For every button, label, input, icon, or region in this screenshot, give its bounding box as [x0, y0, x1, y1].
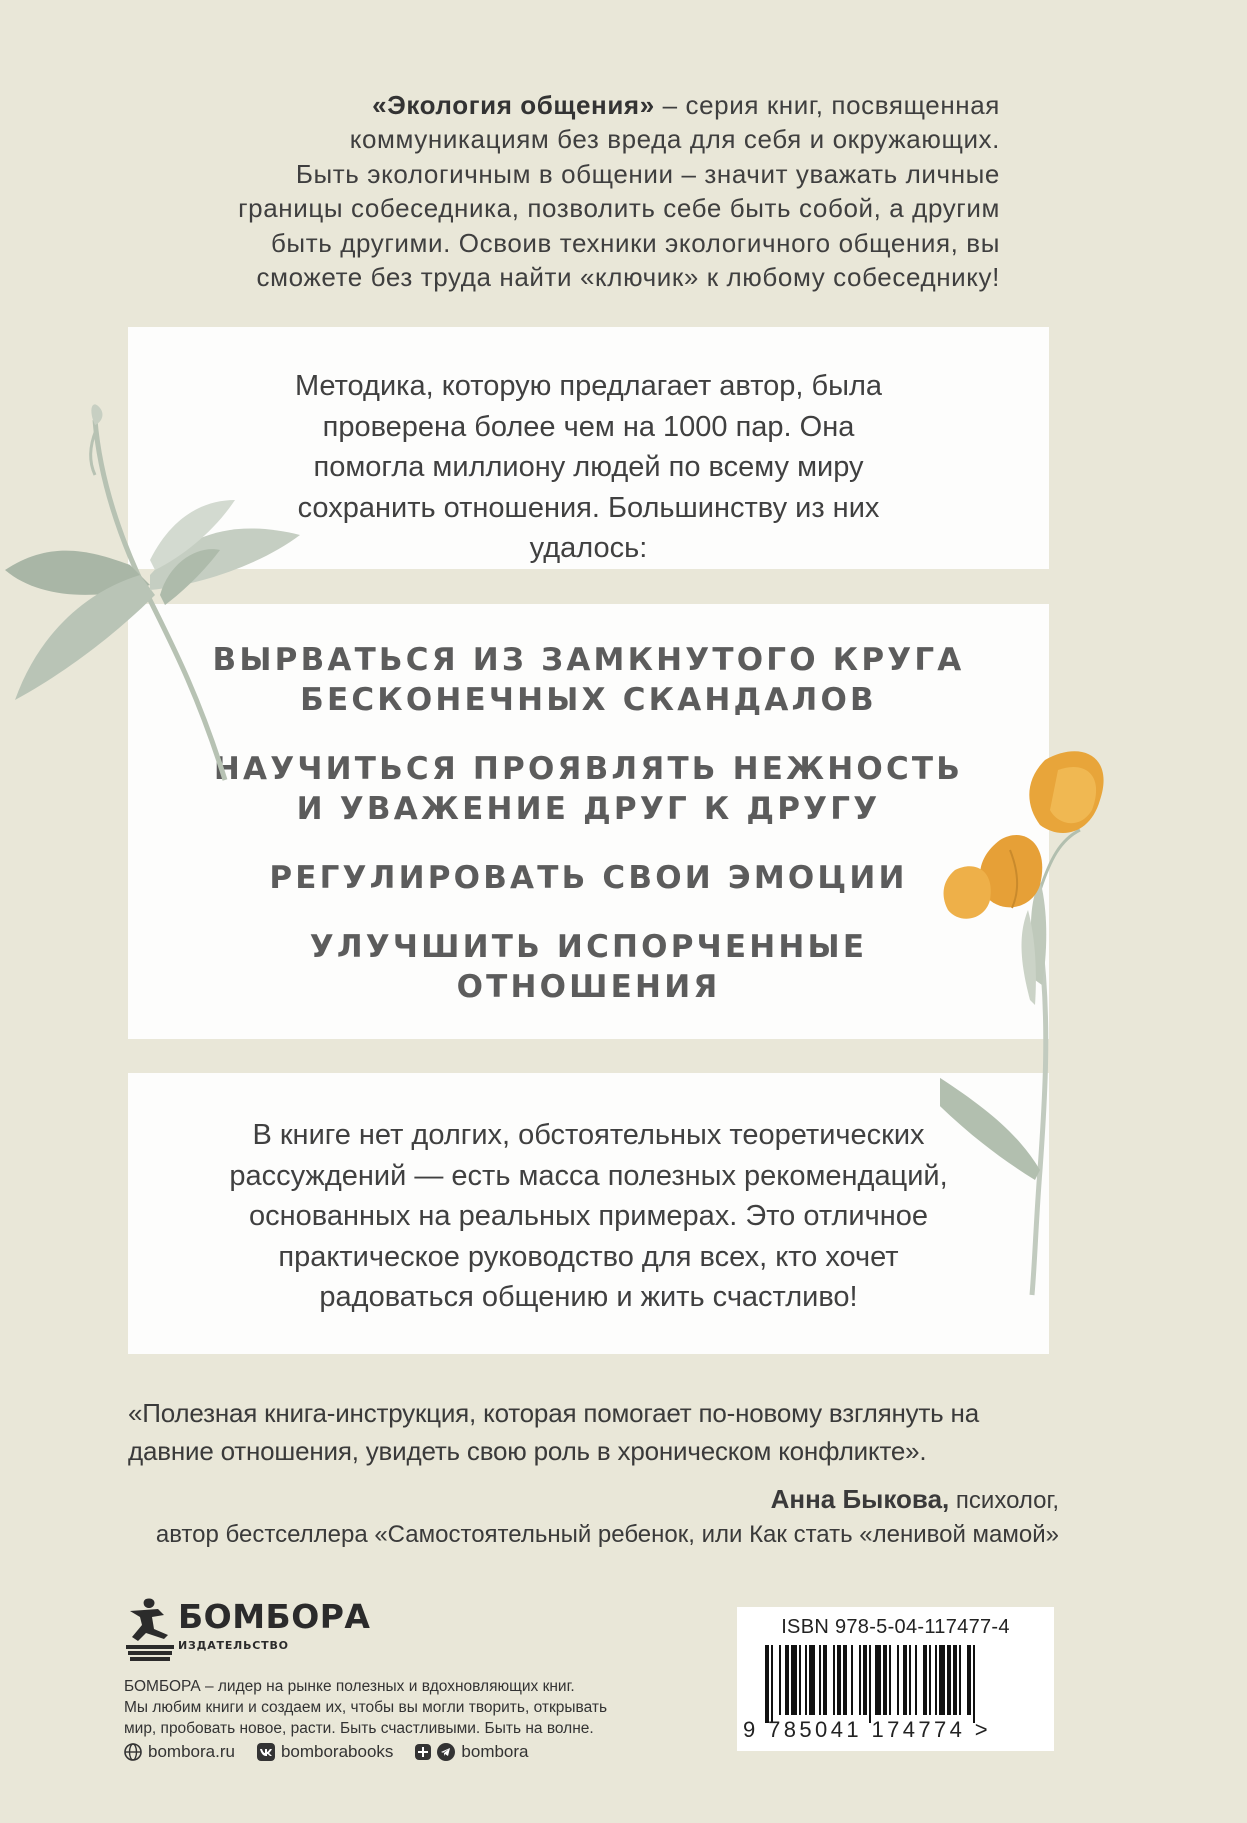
plus-icon [415, 1744, 431, 1760]
benefit-item: УЛУЧШИТЬ ИСПОРЧЕННЫЕ ОТНОШЕНИЯ [309, 929, 868, 1005]
isbn-barcode [737, 1607, 1054, 1751]
reviewer-name: Анна Быкова, [770, 1484, 950, 1514]
publisher-subtitle: ИЗДАТЕЛЬСТВО [178, 1639, 289, 1652]
runner-logo-icon [124, 1595, 176, 1663]
intro-line-1: «Экология общения» – серия книг, посвященная [372, 90, 1000, 120]
reviewer-line [128, 1482, 1059, 1518]
benefit-item: РЕГУЛИРОВАТЬ СВОИ ЭМОЦИИ [269, 860, 908, 896]
review-attribution [128, 1482, 1059, 1552]
publisher-description [124, 1676, 684, 1739]
intro-line-4: границы собеседника, позволить себе быть собой, а другим [238, 193, 1000, 224]
social-vk[interactable] [257, 1742, 393, 1762]
book-summary-text: В книге нет долгих, обстоятельных теоретических рассуждений — есть масса полезных рекомендаций, основанных на реальных примерах. Это отличное практическое руководство для всех, кто хочет радоваться общению и жить счастливо! [229, 1119, 948, 1313]
publisher-line-2: Мы любим книги и создаем их, чтобы вы могли творить, открывать [124, 1699, 608, 1716]
benefit-item: НАУЧИТЬСЯ ПРОЯВЛЯТЬ НЕЖНОСТЬ И УВАЖЕНИЕ ДРУГ К ДРУГУ [213, 751, 964, 827]
vk-icon [257, 1743, 275, 1761]
reviewer-credit: автор бестселлера «Самостоятельный ребенок, или Как стать «ленивой мамой» [155, 1521, 1059, 1548]
review-quote: «Полезная книга-инструкция, которая помогает по-новому взглянуть на давние отношения, увидеть свою роль в хроническом конфликте». [128, 1398, 979, 1466]
orange-flower-illustration [940, 740, 1140, 1300]
leaf-plant-illustration [0, 400, 320, 800]
book-summary-box [128, 1073, 1049, 1354]
benefit-item: ВЫРВАТЬСЯ ИЗ ЗАМКНУТОГО КРУГА БЕСКОНЕЧНЫХ СКАНДАЛОВ [212, 642, 965, 718]
method-text: Методика, которую предлагает автор, была проверена более чем на 1000 пар. Она помогла миллиону людей по всему миру сохранить отношения. Большинству из них удалось: [294, 370, 883, 564]
series-name: «Экология общения» [372, 90, 655, 120]
globe-icon [124, 1743, 142, 1761]
social-telegram-label: bombora [461, 1742, 529, 1761]
publisher-socials [124, 1742, 529, 1762]
reviewer-role: психолог, [949, 1487, 1059, 1514]
publisher-name: БОМБОРА [178, 1597, 371, 1636]
series-description [150, 88, 1000, 294]
social-website-label: bombora.ru [148, 1742, 235, 1761]
intro-line-5: быть другими. Освоив техники экологичного общения, вы [270, 227, 1000, 258]
publisher-line-1: БОМБОРА – лидер на рынке полезных и вдохновляющих книг. [124, 1678, 575, 1695]
barcode-bars-icon [765, 1645, 1055, 1723]
social-telegram[interactable] [415, 1742, 528, 1762]
intro-line-6: сможете без труда найти «ключик» к любому собеседнику! [256, 262, 1000, 293]
social-vk-label: bomborabooks [280, 1742, 394, 1761]
barcode-digits: 9 785041 174774 > [743, 1717, 992, 1742]
social-website[interactable] [124, 1742, 235, 1762]
isbn-number: ISBN 978-5-04-117477-4 [781, 1616, 1010, 1638]
publisher-logo [124, 1595, 371, 1667]
intro-line-2: коммуникациям без вреда для себя и окружающих. [349, 124, 1000, 155]
publisher-line-3: мир, пробовать новое, расти. Быть счастливыми. Быть на волне. [124, 1720, 594, 1737]
telegram-icon [437, 1743, 455, 1761]
intro-line-3: Быть экологичным в общении – значит уважать личные [295, 158, 1000, 189]
